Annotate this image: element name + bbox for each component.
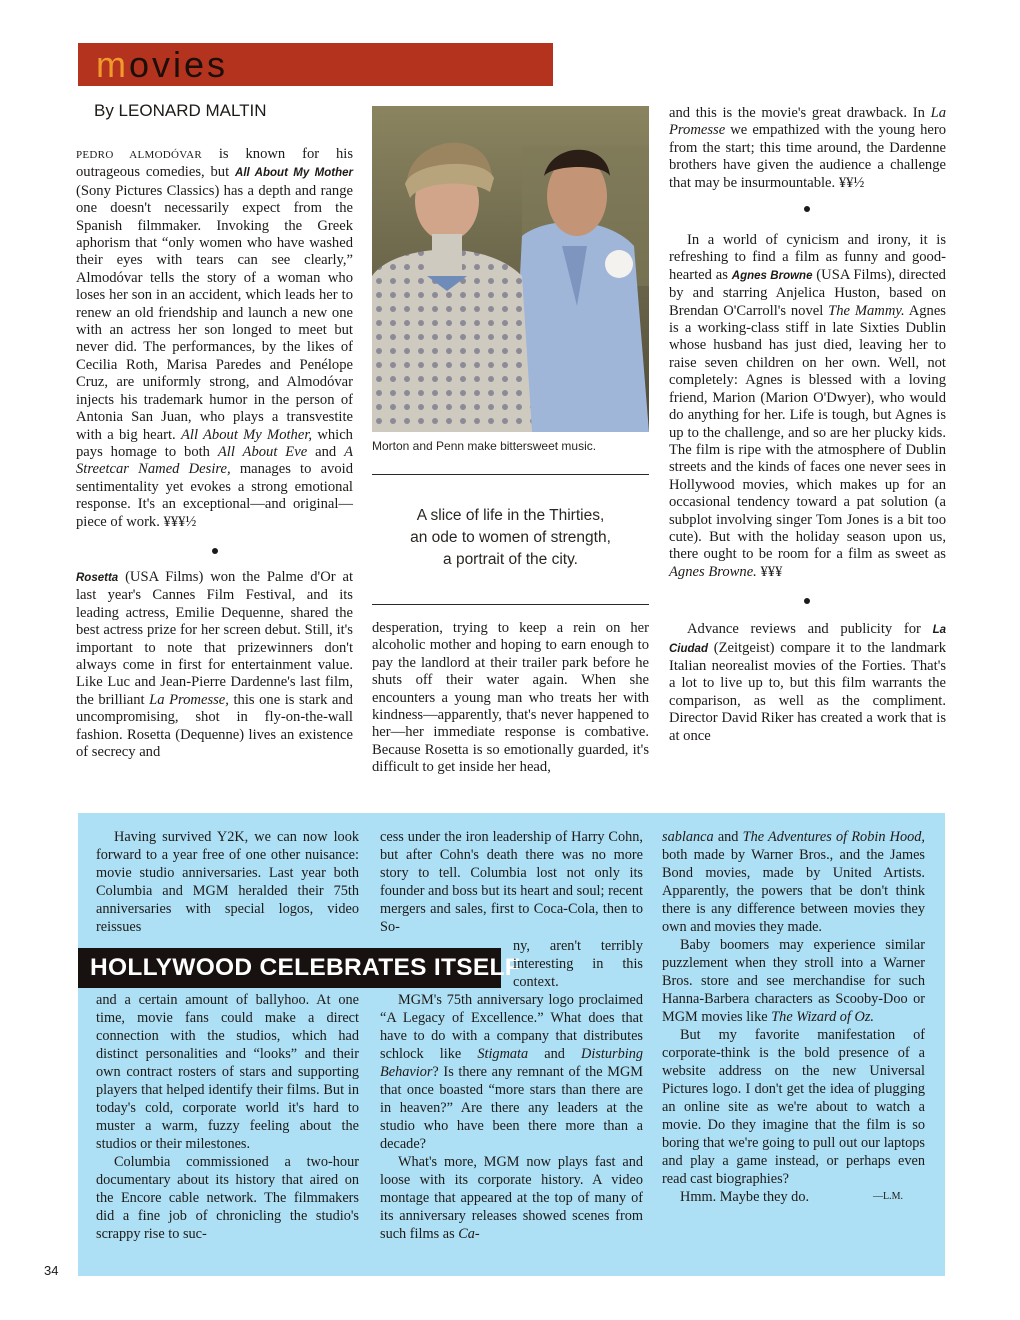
- sidebar-heading: HOLLYWOOD CELEBRATES ITSELF: [90, 954, 521, 981]
- film-title-italic: Ca-: [458, 1226, 480, 1242]
- review-agnes-browne: [669, 232, 946, 581]
- pullquote-rule-top: [372, 474, 649, 475]
- sidebar-text: What's more, MGM now plays fast and loose with its corporate history. A video montage that appeared at the top of many of its anniversary releases showed scenes from such films as: [380, 1154, 643, 1242]
- sidebar-paragraph: [662, 828, 925, 936]
- photo-illustration: [372, 106, 649, 432]
- separator: [669, 581, 946, 621]
- sidebar-col-3: [662, 828, 925, 1206]
- pullquote-line: an ode to women of strength,: [410, 529, 611, 546]
- sidebar-paragraph: Columbia commissioned a two-hour documentary about its history that aired on the Encore cable network. The filmmakers did a fine job of chronicling the studio's scrappy rise to suc-: [96, 1154, 359, 1242]
- film-title-italic: Agnes Browne.: [669, 563, 757, 580]
- sidebar-col-2-bottom: [380, 991, 643, 1243]
- film-title-italic: sablanca: [662, 829, 714, 845]
- film-title-italic: All About My Mother,: [180, 426, 313, 443]
- review-text: (Sony Pictures Classics) has a depth and range one doesn't necessarily expect from the Spanish filmmaker. Invoking the Greek aphorism that “only women who have washed their eyes with tears can see clearly,” Almodóvar tells the story of a woman who loses her son in an accident, which leads her to renew an old friendship and launch a new one with an actress her son longed to meet but never did. The performances, by the likes of Cecilia Roth, Marisa Paredes and Penélope Cruz, are uniformly strong, and Almodóvar injects his trademark humor in the person of Antonia San Juan, who plays a transvestite with a big heart.: [76, 182, 353, 443]
- sidebar-paragraph: and a certain amount of ballyhoo. At one time, movie fans could make a direct connection with the studios, which had distinct personalities and “looks” and their own contract rosters of stars and supporting players that helped identify their films. But in today's cold, corporate world it's hard to muster a warm, fuzzy feeling about the studios or their milestones.: [96, 992, 359, 1152]
- review-text: (USA Films) won the Palme d'Or at last year's Cannes Film Festival, and its leading actress, Emilie Dequenne, shared the best actress prize for her screen debut. Still, it's important to note that prizewinners don't always come in first for entertainment value. Like Luc and Jean-Pierre Dardenne's last film, the brilliant: [76, 568, 353, 708]
- film-title-italic: The Wizard of Oz.: [771, 1009, 874, 1025]
- film-title-italic: Disturbing Behavior: [380, 1046, 643, 1080]
- review-rosetta-end: [669, 105, 946, 192]
- sidebar-col-2-side: [513, 937, 643, 991]
- sidebar-heading-box: [78, 948, 521, 988]
- film-title-italic: All About Eve: [217, 443, 308, 460]
- review-text: In a world of cynicism and irony, it is refreshing to find a film as funny and good-hearted as: [669, 232, 946, 283]
- bullet-separator: [804, 206, 810, 212]
- pullquote-rule-bottom: [372, 604, 649, 605]
- sidebar-closing-line: [662, 1188, 925, 1206]
- pullquote-line: A slice of life in the Thirties,: [416, 507, 605, 524]
- bullet-separator: [804, 598, 810, 604]
- film-title: Rosetta: [76, 571, 119, 584]
- separator: [669, 192, 946, 232]
- film-title-italic: La Promesse,: [149, 691, 229, 708]
- review-text: (USA Films), directed by and starring Anjelica Huston, based on Brendan O'Carroll's novel: [669, 266, 946, 319]
- review-text: manages to avoid sentimentality yet evokes a strong emotional response. It's an exceptional—and original—piece of work.: [76, 461, 353, 530]
- film-title-italic: A Streetcar Named Desire,: [76, 443, 353, 478]
- review-text: this one is stark and uncompromising, shot in fly-on-the-wall fashion. Rosetta (Dequenne) lives an existence of secrecy and: [76, 691, 353, 760]
- byline: By LEONARD MALTIN: [94, 101, 267, 120]
- film-still-photo: [372, 106, 649, 432]
- sidebar-text: ? Is there any remnant of the MGM that once boasted “more stars than there are in heaven?” Are there any leaders at the studio who have been there more than a decade?: [380, 1064, 643, 1152]
- separator: [76, 531, 353, 569]
- sidebar-col-1-top: [96, 828, 359, 936]
- film-title-italic: Stigmata: [477, 1046, 529, 1062]
- sidebar-paragraph: [380, 1153, 643, 1243]
- column-2: [372, 620, 649, 777]
- film-title-italic: The Adventures of Robin Hood,: [742, 829, 925, 845]
- sidebar-text: and: [713, 829, 743, 845]
- sidebar-paragraph: Having survived Y2K, we can now look forward to a year free of one other nuisance: movie studio anniversaries. Last year both Columbia and MGM heralded their 75th anniversaries with special logos, video reissues: [96, 829, 359, 935]
- review-text: and: [307, 443, 345, 460]
- sidebar-text: Baby boomers may experience similar puzzlement when they stroll into a Warner Bros. store and see merchandise for such Hanna-Barbera characters as Scooby-Doo or MGM movies like: [662, 937, 925, 1025]
- sidebar-paragraph: [380, 991, 643, 1153]
- sidebar-paragraph: But my favorite manifestation of corporate-think is the bold presence of a website address on the new Universal Pictures logo. I don't get the idea of plugging an online site as we're about to watch a movie. Do they imagine that the film is so boring that we're going to pull out our laptops and play a game instead, or perhaps even read cast biographies?: [662, 1027, 925, 1187]
- sidebar-hollywood-celebrates-itself: [78, 813, 945, 1276]
- sidebar-col-2-top: [380, 828, 643, 936]
- review-rosetta: [76, 569, 353, 761]
- review-text: Advance reviews and publicity for: [687, 621, 933, 638]
- sidebar-text: Hmm. Maybe they do.: [680, 1189, 810, 1205]
- film-title-italic: The Mammy.: [828, 302, 905, 319]
- pullquote-line: a portrait of the city.: [443, 551, 578, 568]
- review-la-ciudad: [669, 621, 946, 745]
- section-title-first-letter: m: [96, 44, 129, 85]
- review-text: Agnes is a working-class stiff in late Sixties Dublin whose husband has just died, leaving her to raise seven children on her own. Well, not completely: Agnes is blessed with a loving friend, Marion (Marion O'Dwyer), who would do anything for her. Life is tough, but Agnes is up to the challenge, and so are her plucky kids. The film is ripe with the atmosphere of Dublin streets and the kinds of faces one never sees in Hollywood movies, which makes up for an occasional tendency toward a pat solution (a subplot involving singer Tom Jones is a bit too cute). But with the holiday season upon us, there ought to be room for a film as sweet as: [669, 302, 946, 563]
- author-signature: —L.M.: [873, 1191, 903, 1202]
- column-3: [669, 105, 946, 745]
- review-text: and this is the movie's great drawback. In: [669, 105, 931, 121]
- sidebar-paragraph: [662, 936, 925, 1026]
- review-text: (Zeitgeist) compare it to the landmark Italian neorealist movies of the Forties. That's a lot to live up to, but this film warrants the comparison, as well as the compliment. Director David Riker has created a work that is at once: [669, 639, 946, 744]
- photo-caption: Morton and Penn make bittersweet music.: [372, 439, 597, 453]
- rating: ¥¥½: [838, 174, 865, 191]
- pullquote: [372, 505, 649, 571]
- page-number: 34: [44, 1263, 59, 1278]
- film-title: La Ciudad: [669, 624, 946, 655]
- sidebar-paragraph: cess under the iron leadership of Harry Cohn, but after Cohn's death there was no more story to tell. Columbia lost not only its founder and boss but its heart and soul; recent mergers and sales, first to Coca-Cola, then to So-: [380, 829, 643, 935]
- rating: ¥¥¥: [756, 563, 783, 580]
- review-rosetta-continued: desperation, trying to keep a rein on her alcoholic mother and hoping to earn enough to pay the landlord at their trailer park before he shuts off their water again. When she encounters a young man who treats her with kindness—apparently, that's never happened to her—her immediate response is combative. Because Rosetta is so emotionally guarded, it's difficult to get inside her head,: [372, 620, 649, 776]
- sidebar-paragraph: ny, aren't terribly interesting in this context.: [513, 938, 643, 990]
- review-text: we empathized with the young hero from the start; this time around, the Dardenne brothers have given the audience a challenge that may be insurmountable.: [669, 122, 946, 191]
- sidebar-text: MGM's 75th anniversary logo proclaimed “A Legacy of Excellence.” What does that have to do with a company that distributes schlock like: [380, 992, 643, 1062]
- rating: ¥¥¥½: [163, 513, 197, 530]
- film-title: Agnes Browne: [731, 269, 813, 282]
- sidebar-text: and: [528, 1046, 582, 1062]
- lead-caps: PEDRO ALMODÓVAR: [76, 149, 203, 161]
- section-banner: [78, 43, 553, 86]
- sidebar-text: both made by Warner Bros., and the James Bond movies, made by United Artists. Apparently, the powers that be don't think there is any difference between movies they own and movies they made.: [662, 847, 925, 935]
- sidebar-col-1-bottom: [96, 991, 359, 1243]
- section-title: [96, 43, 228, 86]
- film-title-italic: La Promesse: [669, 105, 946, 139]
- column-1: [76, 146, 353, 761]
- bullet-separator: [212, 548, 218, 554]
- review-text: is known for his outrageous comedies, but: [76, 146, 353, 181]
- section-title-rest: ovies: [129, 44, 229, 85]
- film-title: All About My Mother: [235, 167, 353, 180]
- review-all-about-my-mother: [76, 146, 353, 531]
- review-text: which pays homage to both: [76, 426, 353, 460]
